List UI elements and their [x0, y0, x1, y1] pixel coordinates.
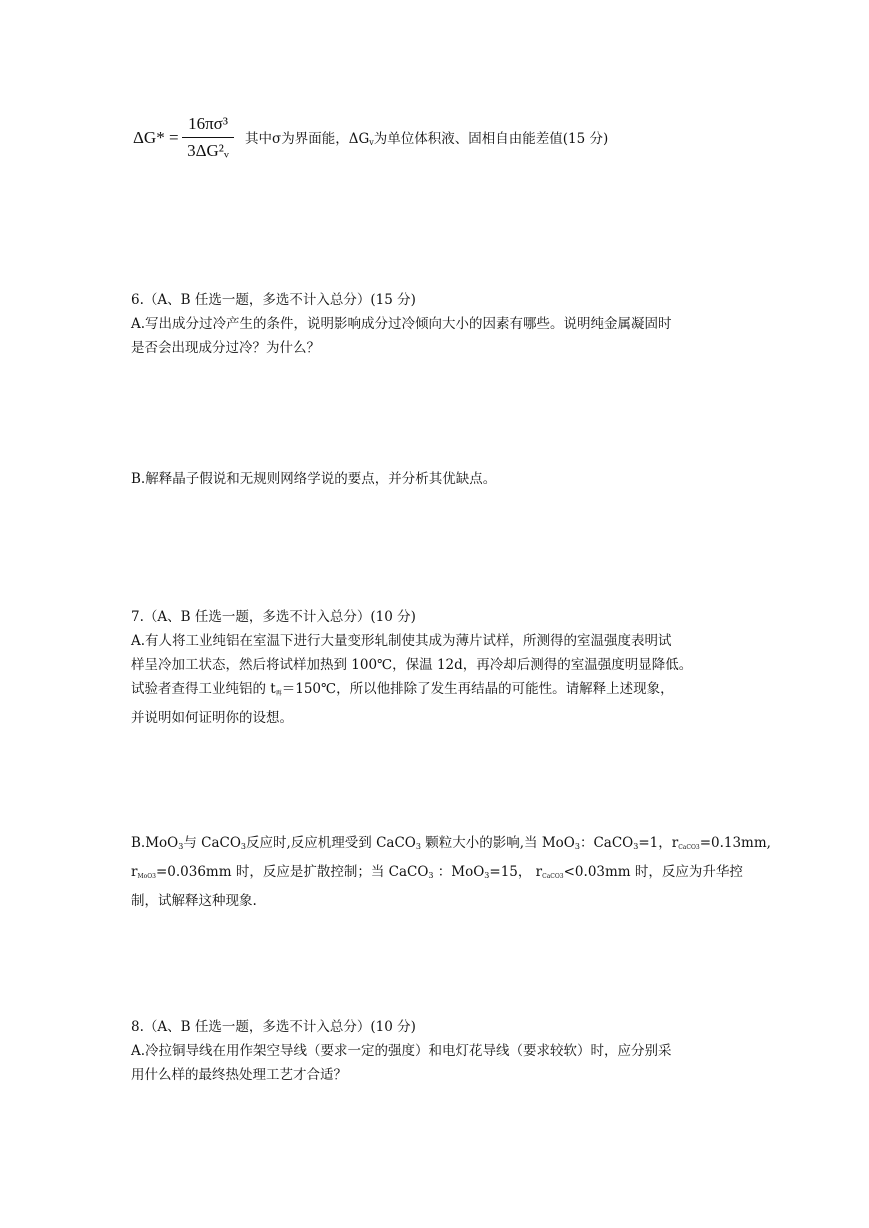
question-6	[131, 288, 741, 360]
question-8a-line-2: 用什么样的最终热处理工艺才合适？	[131, 1067, 347, 1083]
question-7b	[131, 831, 771, 913]
question-6a-line-1: A.写出成分过冷产生的条件，说明影响成分过冷倾向大小的因素有哪些。说明纯金属凝固时	[131, 316, 672, 332]
question-7a-line-4: 并说明如何证明你的设想。	[131, 710, 293, 726]
question-8-heading: 8.（A、B 任选一题，多选不计入总分）(10 分)	[131, 1019, 416, 1035]
question-6-heading: 6.（A、B 任选一题，多选不计入总分）(15 分)	[131, 292, 416, 308]
formula-numerator: 16πσ³	[188, 114, 228, 133]
question-6a-line-2: 是否会出现成分过冷？为什么？	[131, 340, 320, 356]
question-7b-line-2: rMoO3=0.036mm 时，反应是扩散控制；当 CaCO$_3$ ：MoO$_3$=15， rCaCO3<0.03mm 时，反应为升华控	[131, 864, 743, 880]
formula-lhs: ΔG* =	[133, 128, 179, 147]
question-7-heading: 7.（A、B 任选一题，多选不计入总分）(10 分)	[131, 609, 416, 625]
question-7a-line-3: 试验者查得工业纯铝的 t再＝150℃，所以他排除了发生再结晶的可能性。请解释上述现象，	[131, 681, 674, 697]
formula-description: 其中σ为界面能，$\Delta G_v$为单位体积液、固相自由能差值(15 分)	[245, 131, 609, 147]
question-8a-line-1: A.冷拉铜导线在用作架空导线（要求一定的强度）和电灯花导线（要求较软）时，应分别采	[131, 1043, 672, 1059]
formula-denominator: 3ΔG²ᵥ	[187, 141, 229, 160]
formula-fraction	[180, 112, 236, 163]
question-6b	[131, 467, 741, 491]
question-7a-line-1: A.有人将工业纯铝在室温下进行大量变形轧制使其成为薄片试样，所测得的室温强度表明试	[131, 633, 672, 649]
question-8	[131, 1015, 741, 1087]
question-7b-line-3: 制，试解释这种现象.	[131, 893, 257, 909]
fraction-bar	[182, 137, 234, 138]
question-7b-line-1: B.MoO$_3$与 CaCO$_3$反应时,反应机理受到 CaCO$_3$ 颗粒大小的影响,当 MoO$_3$：CaCO$_3$=1，rCaCO3=0.13mm,	[131, 835, 771, 851]
question-7a-line-2: 样呈冷加工状态，然后将试样加热到 100℃，保温 12d，再冷却后测得的室温强度明显降低。	[131, 657, 693, 673]
question-6b-line: B.解释晶子假说和无规则网络学说的要点，并分析其优缺点。	[131, 471, 497, 487]
question-7	[131, 605, 741, 730]
